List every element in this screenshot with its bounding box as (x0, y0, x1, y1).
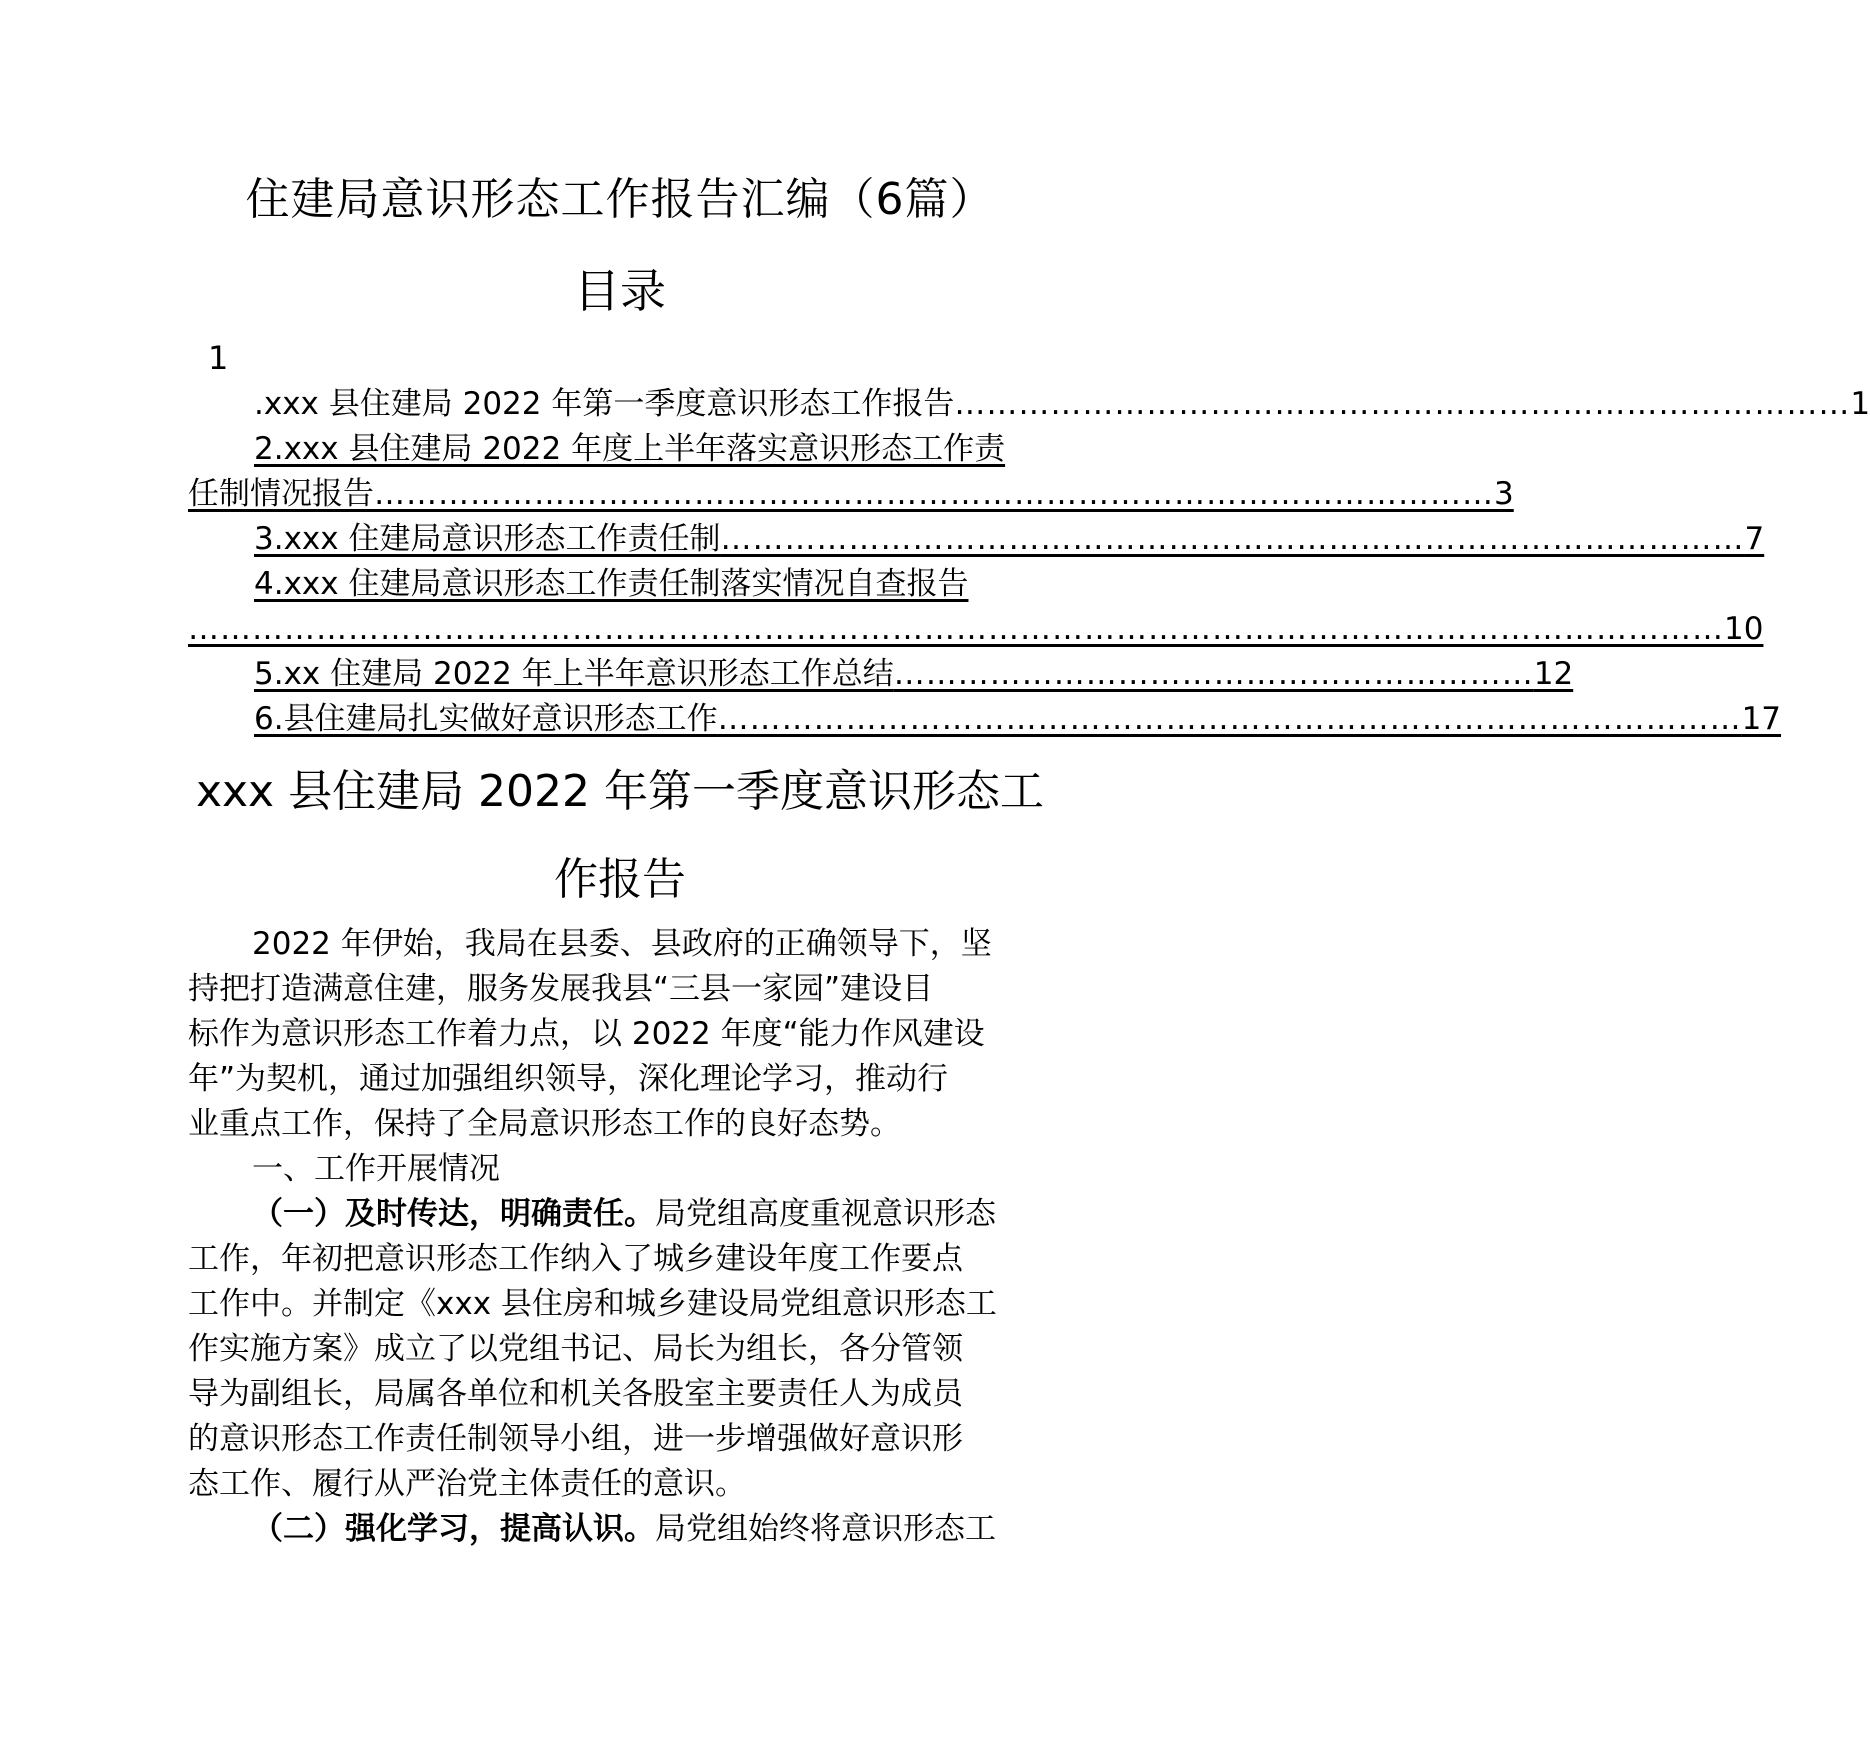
toc-entry-4-line-2[interactable] (188, 607, 1764, 652)
toc-orphan-number: 1 (208, 339, 229, 377)
toc-entry-1[interactable] (188, 382, 1870, 427)
item-1-first-line (188, 1192, 1052, 1237)
toc-page-number: 17 (1741, 701, 1782, 737)
toc-entry-5[interactable] (188, 652, 1574, 697)
paragraph-line: 态工作、履行从严治党主体责任的意识。 (188, 1466, 746, 1502)
paragraph-line: 工作中。并制定《xxx 县住房和城乡建设局党组意识形态工 (188, 1286, 997, 1322)
body-text (188, 922, 1052, 1552)
toc-entry-text: 3.xxx 住建局意识形态工作责任制 (254, 521, 721, 557)
item-2-first-line (188, 1507, 1052, 1552)
paragraph-line: 2022 年伊始，我局在县委、县政府的正确领导下，坚 (252, 926, 992, 962)
paragraph-line: 工作，年初把意识形态工作纳入了城乡建设年度工作要点 (188, 1241, 963, 1277)
toc-entry-text: .xxx 县住建局 2022 年第一季度意识形态工作报告 (254, 386, 955, 422)
paragraph-line: 的意识形态工作责任制领导小组，进一步增强做好意识形 (188, 1421, 963, 1457)
toc-leader-dots: …………………………………………………… (893, 656, 1534, 692)
heading-work-status: 一、工作开展情况 (252, 1151, 500, 1187)
toc-entry-text: 5.xx 住建局 2022 年上半年意识形态工作总结 (254, 656, 894, 692)
toc-page-number: 3 (1494, 476, 1514, 512)
toc-entry-4-line-1[interactable] (188, 562, 1052, 607)
toc-entry-text: 6.县住建局扎实做好意识形态工作 (254, 701, 718, 737)
item-1-text: 局党组高度重视意识形态 (655, 1196, 996, 1232)
toc-entry-text: 任制情况报告 (188, 476, 374, 512)
item-2-bold-lead: （二）强化学习，提高认识。 (252, 1511, 655, 1547)
paragraph-line: 标作为意识形态工作着力点，以 2022 年度“能力作风建设 (188, 1016, 985, 1052)
paragraph-line: 年”为契机，通过加强组织领导，深化理论学习，推动行 (188, 1061, 949, 1097)
toc-entry-text: 2.xxx 县住建局 2022 年度上半年落实意识形态工作责 (254, 431, 1006, 467)
toc-entry-2-line-1[interactable] (188, 427, 1052, 472)
paragraph-line: 导为副组长，局属各单位和机关各股室主要责任人为成员 (188, 1376, 963, 1412)
toc-page-number: 1 (1850, 386, 1870, 422)
paragraph-line: 持把打造满意住建，服务发展我县“三县一家园”建设目 (188, 971, 934, 1007)
toc-entry-text: 4.xxx 住建局意识形态工作责任制落实情况自查报告 (254, 566, 969, 602)
toc-leader-dots: …………………………………………………………………………………………… (374, 476, 1494, 512)
toc-entry-3[interactable] (188, 517, 1765, 562)
toc-leader-dots: ……………………………………………………………………………………………………………………………… (188, 611, 1724, 647)
toc-entry-6[interactable] (188, 697, 1782, 742)
paragraph-line: 作实施方案》成立了以党组书记、局长为组长，各分管领 (188, 1331, 963, 1367)
item-2-text: 局党组始终将意识形态工 (655, 1511, 996, 1547)
section-title-line-1: xxx 县住建局 2022 年第一季度意识形态工 (195, 766, 1045, 817)
document-title: 住建局意识形态工作报告汇编（6篇） (245, 174, 995, 225)
item-1-bold-lead: （一）及时传达，明确责任。 (252, 1196, 655, 1232)
paragraph-line: 业重点工作，保持了全局意识形态工作的良好态势。 (188, 1106, 901, 1142)
toc-page-number: 7 (1744, 521, 1765, 557)
toc-leader-dots: …………………………………………………………………………………… (720, 521, 1745, 557)
table-of-contents (188, 382, 1870, 742)
toc-page-number: 12 (1533, 656, 1574, 692)
section-title-line-2: 作报告 (554, 854, 686, 905)
toc-entry-2-line-2[interactable] (188, 472, 1514, 517)
toc-heading: 目录 (574, 264, 666, 318)
toc-page-number: 10 (1724, 611, 1764, 647)
toc-leader-dots: ………………………………………………………………………… (954, 386, 1851, 422)
toc-leader-dots: …………………………………………………………………………………… (717, 701, 1742, 737)
